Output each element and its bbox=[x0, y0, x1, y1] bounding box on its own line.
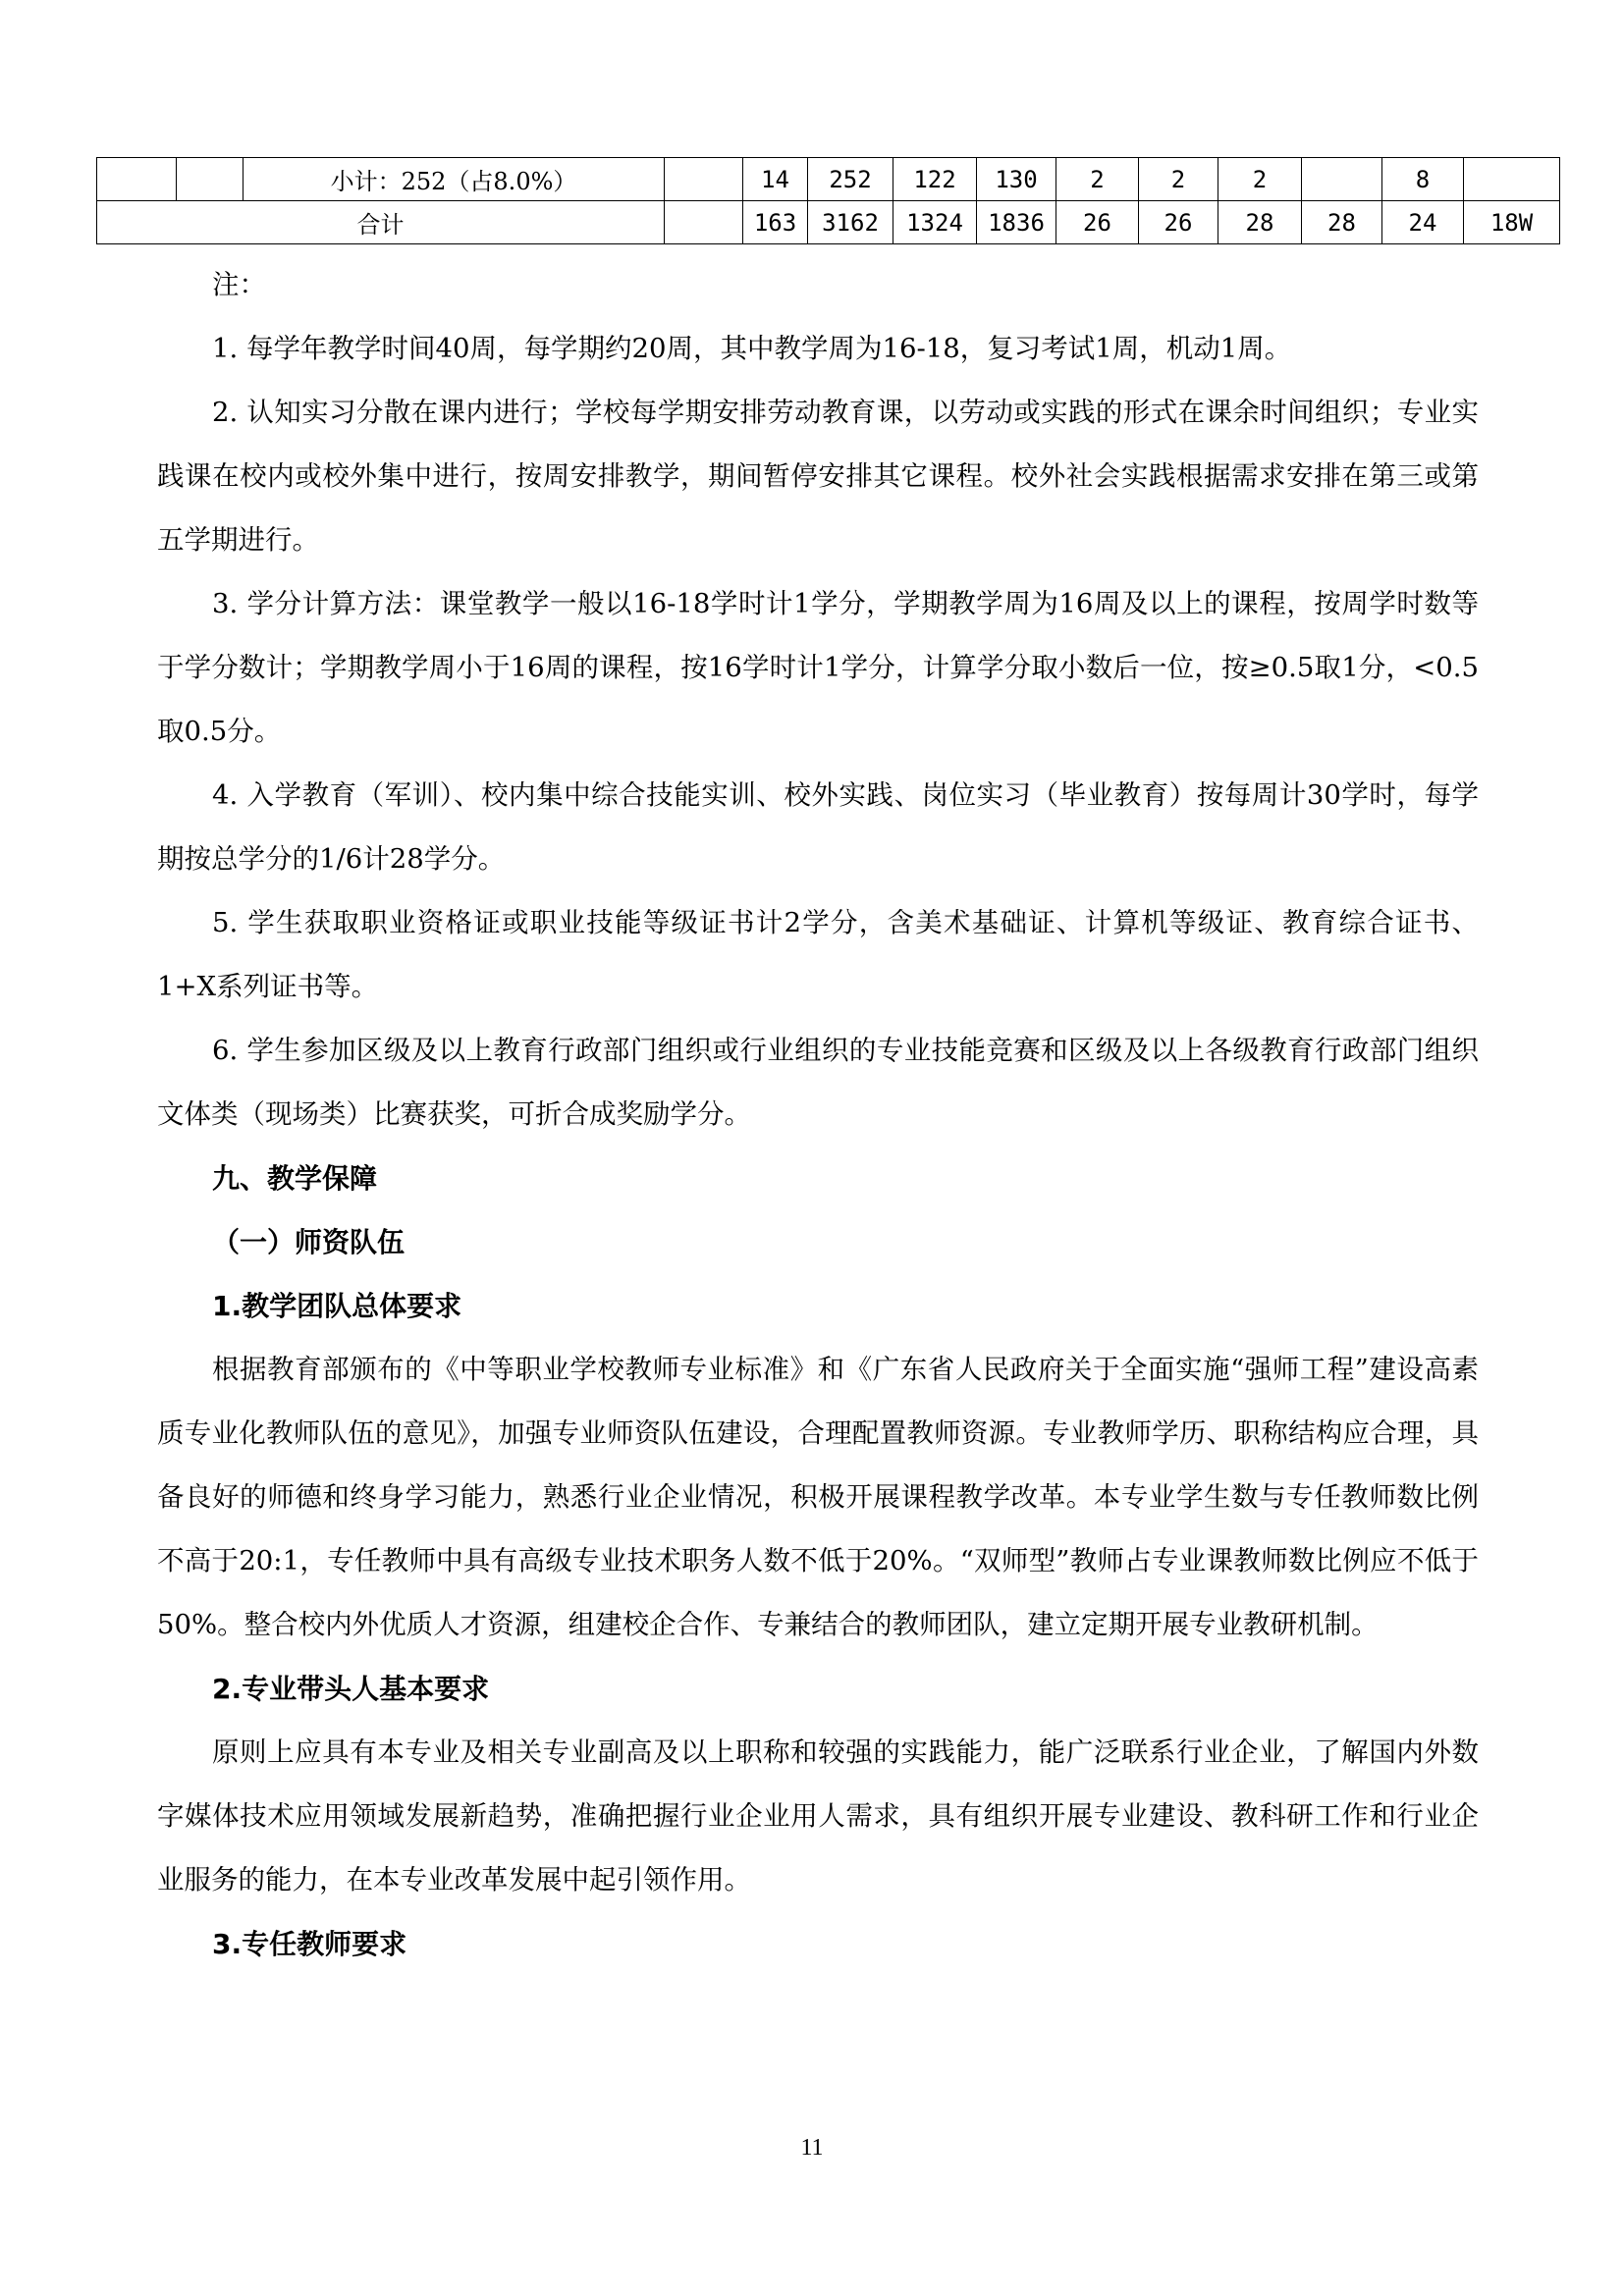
table-cell bbox=[97, 158, 177, 201]
subtotal-label: 小计：252（占8.0%） bbox=[244, 158, 665, 201]
table-cell: 2 bbox=[1218, 158, 1302, 201]
section-title: 九、教学保障 bbox=[212, 1162, 378, 1195]
table-cell: 2 bbox=[1056, 158, 1139, 201]
table-row-subtotal bbox=[97, 158, 1560, 201]
total-label: 合计 bbox=[97, 201, 665, 244]
table-cell bbox=[177, 158, 244, 201]
table-cell bbox=[665, 158, 743, 201]
table-cell: 26 bbox=[1139, 201, 1218, 244]
table-cell: 28 bbox=[1302, 201, 1382, 244]
note-item-3: 3. 学分计算方法：课堂教学一般以16-18学时计1学分，学期教学周为16周及以上的课程，按周学时数等于学分数计；学期教学周小于16周的课程，按16学时计1学分，计算学分取小数后一位，按≥0.5取1分，<0.5取0.5分。 bbox=[157, 588, 1479, 747]
table-cell: 18W bbox=[1464, 201, 1560, 244]
paragraph-2: 原则上应具有本专业及相关专业副高及以上职称和较强的实践能力，能广泛联系行业企业，了解国内外数字媒体技术应用领域发展新趋势，准确把握行业企业用人需求，具有组织开展专业建设、教科研工作和行业企业服务的能力，在本专业改革发展中起引领作用。 bbox=[157, 1736, 1479, 1896]
table-cell: 3162 bbox=[808, 201, 893, 244]
subsection-heading-2: 2.专业带头人基本要求 bbox=[212, 1673, 490, 1705]
note-item-6: 6. 学生参加区级及以上教育行政部门组织或行业组织的专业技能竞赛和区级及以上各级教育行政部门组织文体类（现场类）比赛获奖，可折合成奖励学分。 bbox=[157, 1035, 1479, 1130]
table-cell: 24 bbox=[1382, 201, 1464, 244]
table-cell: 2 bbox=[1139, 158, 1218, 201]
table-cell: 28 bbox=[1218, 201, 1302, 244]
table-cell bbox=[665, 201, 743, 244]
table-cell: 122 bbox=[893, 158, 977, 201]
table-cell bbox=[1464, 158, 1560, 201]
table-cell bbox=[1302, 158, 1382, 201]
table-cell: 252 bbox=[808, 158, 893, 201]
paragraph-1: 根据教育部颁布的《中等职业学校教师专业标准》和《广东省人民政府关于全面实施“强师工程”建设高素质专业化教师队伍的意见》，加强专业师资队伍建设，合理配置教师资源。专业教师学历、职称结构应合理，具备良好的师德和终身学习能力，熟悉行业企业情况，积极开展课程教学改革。本专业学生数与专任教师数比例不高于20:1，专任教师中具有高级专业技术职务人数不低于20%。“双师型”教师占专业课教师数比例应不低于50%。整合校内外优质人才资源，组建校企合作、专兼结合的教师团队，建立定期开展专业教研机制。 bbox=[157, 1354, 1479, 1640]
note-item-4: 4. 入学教育（军训）、校内集中综合技能实训、校外实践、岗位实习（毕业教育）按每周计30学时，每学期按总学分的1/6计28学分。 bbox=[157, 779, 1479, 875]
table-cell: 26 bbox=[1056, 201, 1139, 244]
document-body bbox=[157, 253, 1479, 1976]
notes-heading: 注： bbox=[212, 269, 266, 300]
table-cell: 8 bbox=[1382, 158, 1464, 201]
note-item-5: 5. 学生获取职业资格证或职业技能等级证书计2学分，含美术基础证、计算机等级证、教育综合证书、1+X系列证书等。 bbox=[157, 907, 1479, 1002]
table-cell: 14 bbox=[743, 158, 808, 201]
table-cell: 1324 bbox=[893, 201, 977, 244]
course-hours-table bbox=[96, 157, 1560, 244]
note-item-1: 1. 每学年教学时间40周，每学期约20周，其中教学周为16-18，复习考试1周，机动1周。 bbox=[212, 333, 1292, 364]
note-item-2: 2. 认知实习分散在课内进行；学校每学期安排劳动教育课，以劳动或实践的形式在课余时间组织；专业实践课在校内或校外集中进行，按周安排教学，期间暂停安排其它课程。校外社会实践根据需求安排在第三或第五学期进行。 bbox=[157, 397, 1479, 556]
page-number: 11 bbox=[800, 2135, 824, 2161]
table-row-total bbox=[97, 201, 1560, 244]
section-subtitle: （一）师资队伍 bbox=[212, 1226, 406, 1258]
table-cell: 163 bbox=[743, 201, 808, 244]
subsection-heading-1: 1.教学团队总体要求 bbox=[212, 1290, 462, 1322]
table-cell: 1836 bbox=[977, 201, 1056, 244]
subsection-heading-3: 3.专任教师要求 bbox=[212, 1928, 407, 1960]
table-cell: 130 bbox=[977, 158, 1056, 201]
